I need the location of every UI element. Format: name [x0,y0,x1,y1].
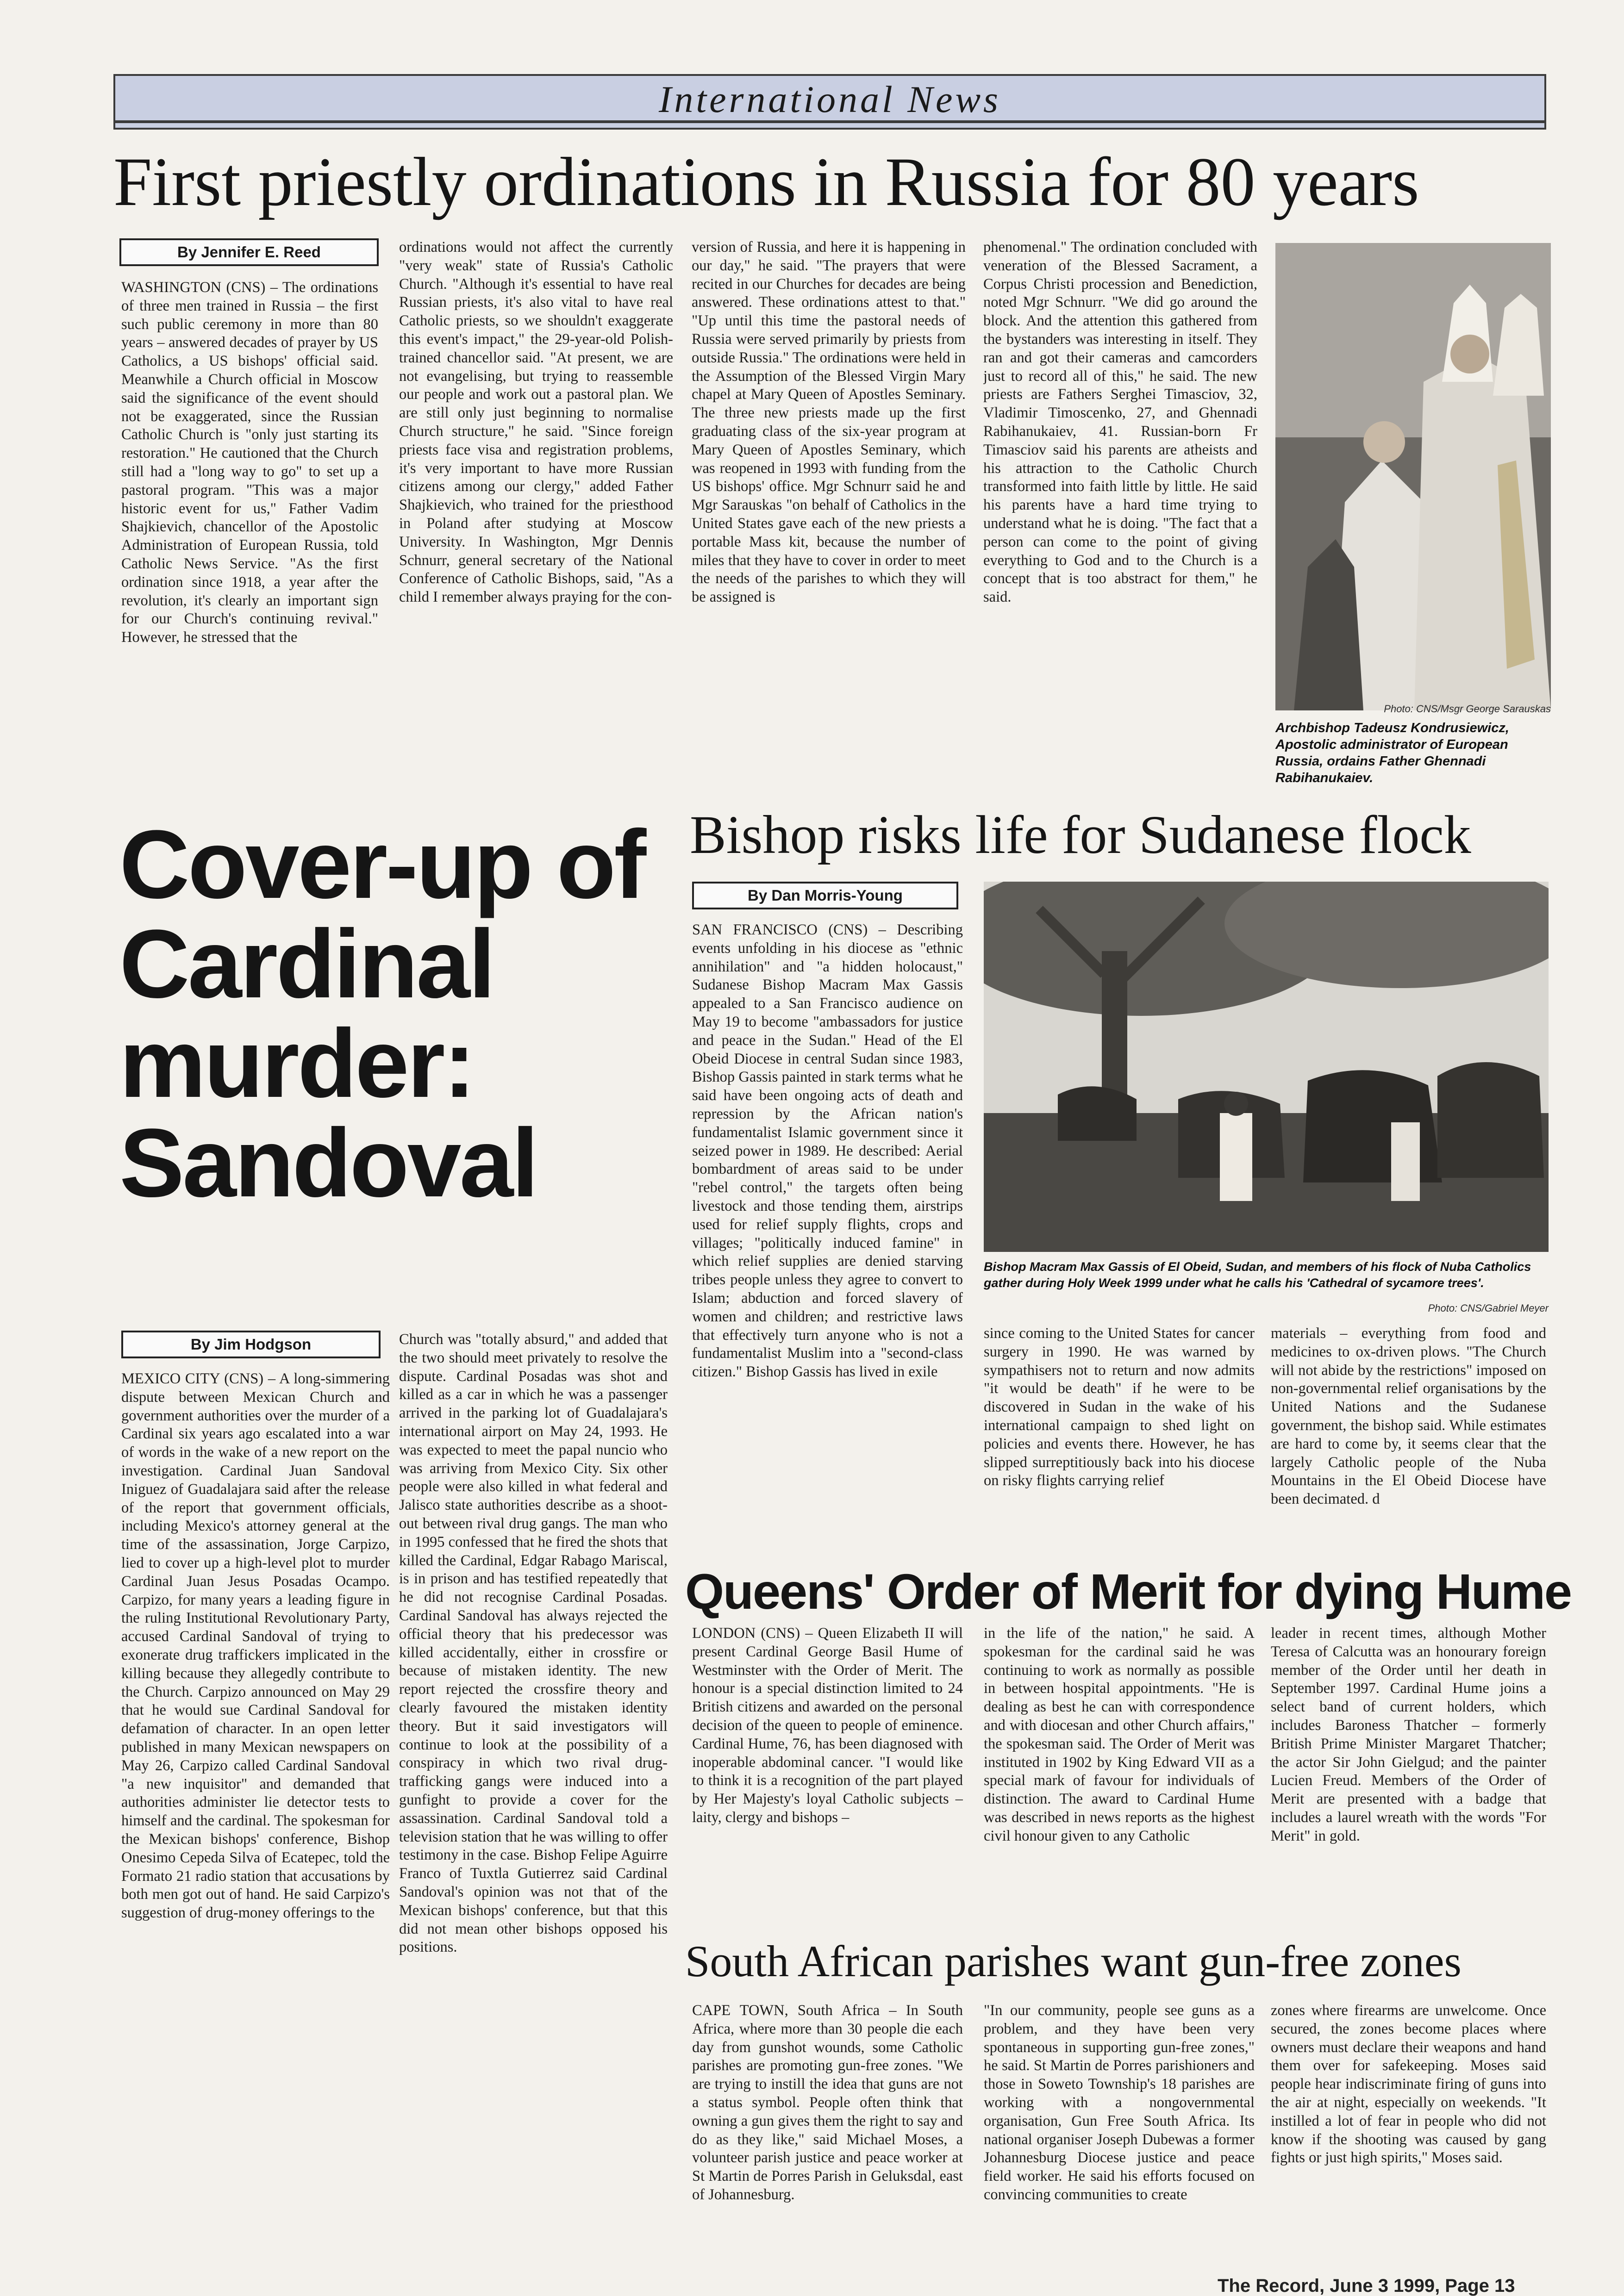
story1-column-2: ordinations would not affect the currently "very weak" state of Russia's Catholic Church. "Although it's essential to have real Russian priests, it's also vital to have real Catholic priests, so we shouldn't exaggerate this event's impact," the 29-year-old Polish-trained chancellor said. "At present, we are not evangelising, but trying to reassemble our people and work out a pastoral plan. We are still only just beginning to normalise Church structure," he said. "Since foreign priests face visa and registration problems, it's very important to have more Russian citizens among our clergy," added Father Shajkievich, who trained for the priesthood in Poland after studying at Moscow University. In Washington, Mgr Dennis Schnurr, general secretary of the National Conference of Catholic Bishops, said, "As a child I remember always praying for the con- [399,239,673,606]
sudan-photo [984,882,1549,1252]
story3-headline: Bishop risks life for Sudanese flock [690,804,1471,865]
page-footer: The Record, June 3 1999, Page 13 [1218,2276,1515,2296]
story1-column-3: version of Russia, and here it is happening in our day," he said. "The prayers that were recited in our Churches for decades are being answered. These ordinations attest to that." "Up until this time the pastoral needs of Russia were served primarily by priests from outside Russia." The ordinations were held in the Assumption of the Blessed Virgin Mary chapel at Mary Queen of Apostles Seminary. The three new priests made up the first graduating class of the six-year program at Mary Queen of Apostles Seminary, which was reopened in 1993 with funding from the US bishops' office. Mgr Schnurr said he and Mgr Sarauskas "on behalf of Catholics in the United States gave each of the new priests a portable Mass kit, because the number of miles that they have to cover in order to meet the needs of the parishes to which they will be assigned is [692,239,966,606]
story3-byline: By Dan Morris-Young [692,882,958,909]
story4-column-3: leader in recent times, although Mother Teresa of Calcutta was an honourary foreign member of the Order until her death in September 1997. Cardinal Hume joins a select band of current holders, which includes Baroness Thatcher – formerly British Prime Minister Margaret Thatcher; the actor Sir John Gielgud; and the painter Lucien Freud. Members of the Order of Merit are presented with a badge that includes a laurel wreath with the words "For Merit" in gold. [1271,1625,1546,1844]
story2-byline: By Jim Hodgson [121,1331,381,1358]
story3-column-2: since coming to the United States for cancer surgery in 1990. He was warned by sympathisers not to return and now admits "it would be death" if he were to be discovered in Sudan in the wake of his international campaign to shed light on policies and events there. However, he has slipped surreptitiously back into his diocese on risky flights carrying relief [984,1325,1255,1489]
story5-column-2: "In our community, people see guns as a problem, and they have been very spontaneous in supporting gun-free zones," he said. St Martin de Porres parishioners and those in Soweto Township's 18 parishes are working with a nongovernmental organisation, Gun Free South Africa. Its national organiser Joseph Dubewas a former Johannesburg Diocese justice and peace field worker. He said his efforts focused on convincing communities to create [984,2002,1255,2203]
story3-column-3: materials – everything from food and medicines to ox-driven plows. "The Church will not abide by the restrictions" imposed on non-governmental relief organisations by the United Nations and the Sudanese government, the bishop said. While estimates are hard to come by, it seems clear that the largely Catholic people of the Nuba Mountains in the El Obeid Diocese have been decimated. d [1271,1325,1546,1508]
story4-column-1: LONDON (CNS) – Queen Elizabeth II will present Cardinal George Basil Hume of Westminster with the Order of Merit. The honour is a special distinction limited to 24 British citizens and awarded on the personal decision of the queen to people of eminence. Cardinal Hume, 76, has been diagnosed with inoperable abdominal cancer. "I would like to think it is a recognition of the part played by Her Majesty's loyal Catholic subjects – laity, clergy and bishops – [692,1625,963,1826]
ordination-photo-image [1275,243,1551,710]
section-title: International News [659,78,1001,120]
ordination-photo [1275,243,1551,710]
story2-column-2: Church was "totally absurd," and added that the two should meet privately to resolve the dispute. Cardinal Posadas was shot and killed as a car in which he was a passenger arrived in the parking lot of Guadalajara's international airport on May 24, 1993. He was expected to meet the papal nuncio who was arriving from Mexico City. Six other people were also killed in what federal and Jalisco state authorities describe as a shoot-out between rival drug gangs. The man who in 1995 confessed that he fired the shots that killed the Cardinal, Edgar Rabago Mariscal, is in prison and has testified repeatedly that he did not recognise Cardinal Posadas. Cardinal Sandoval has always rejected the official theory that his predecessor was killed accidentally, either in crossfire or because of mistaken identity. The new report rejected the crossfire theory and clearly favoured the mistaken identity theory. But it said investigators will continue to look at the possibility of a conspiracy in which two rival drug-trafficking gangs were induced into a gunfight to provide a cover for the assassination. Cardinal Sandoval told a television station that he was willing to offer testimony in the case. Bishop Felipe Aguirre Franco of Tuxtla Gutierrez said Cardinal Sandoval's opinion was not that of the Mexican bishops' conference, but that this did not mean other bishops opposed his positions. [399,1331,668,1956]
story2-headline: Cover-up of Cardinal murder: Sandoval [119,810,645,1217]
story1-photo-credit: Photo: CNS/Msgr George Sarauskas [1384,703,1551,715]
story4-headline: Queens' Order of Merit for dying Hume [685,1563,1571,1619]
story5-column-1: CAPE TOWN, South Africa – In South Africa, where more than 30 people die each day from gunshot wounds, some Catholic parishes are promoting gun-free zones. "We are trying to instill the idea that guns are not a status symbol. People often think that owning a gun gives them the right to say and do as they like," said Michael Moses, a volunteer parish justice and peace worker at St Martin de Porres Parish in Geluksdal, east of Johannesburg. [692,2002,963,2203]
story1-photo-caption: Archbishop Tadeusz Kondrusiewicz, Apostolic administrator of European Russia, ordains Father Ghennadi Rabihanukaiev. [1275,721,1509,785]
story4-column-2: in the life of the nation," he said. A spokesman for the cardinal said he was continuing to work as normally as possible in between hospital appointments. "He is dealing as best he can with correspondence and with diocesan and other Church affairs," the spokesman said. The Order of Merit was instituted in 1902 by King Edward VII as a special mark of favour for individuals of distinction. The award to Cardinal Hume was described in news reports as the highest civil honour given to any Catholic [984,1625,1255,1844]
story1-column-1: WASHINGTON (CNS) – The ordinations of three men trained in Russia – the first such public ceremony in more than 80 years – answered decades of prayer by US Catholics, a US bishops' official said. Meanwhile a Church official in Moscow said the significance of the event should not be exaggerated, since the Russian Catholic Church is "only just starting its restoration." He cautioned that the Church still had a "long way to go" to set up a pastoral program. "This was a major historic event for us," Father Vadim Shajkievich, chancellor of the Apostolic Administration of European Russia, told Catholic News Service. "As the first ordination since 1918, a year after the revolution, it's clearly an important sign for our Church's continuing revival." However, he stressed that the [121,279,378,646]
story5-headline: South African parishes want gun-free zones [685,1936,1462,1986]
story1-headline: First priestly ordinations in Russia for 80 years [113,143,1419,220]
story5-column-3: zones where firearms are unwelcome. Once secured, the zones become places where owners must declare their weapons and hand them over for safekeeping. Moses said people hear indiscriminate firing of guns into the air at night, especially on weekends. "It instilled a lot of fear in people who did not know if the shooting was caused by gang fights or just high spirits," Moses said. [1271,2002,1546,2166]
story3-photo-caption: Bishop Macram Max Gassis of El Obeid, Sudan, and members of his flock of Nuba Catholics gather during Holy Week 1999 under what he calls his 'Cathedral of sycamore trees'. [984,1260,1531,1290]
story3-photo-credit: Photo: CNS/Gabriel Meyer [1428,1302,1549,1314]
sudan-photo-image [984,882,1549,1252]
story1-column-4: phenomenal." The ordination concluded with veneration of the Blessed Sacrament, a Corpus Christi procession and Benediction, noted Mgr Schnurr. "We did go around the block. And the attention this gathered from the bystanders was interesting in itself. They ran and got their cameras and camcorders just to record all of this," he said. The new priests are Fathers Serghei Timasciov, 32, Vladimir Timoscenko, 27, and Ghennadi Rabihanukaiev, 41. Russian-born Fr Timasciov said his parents are atheists and his attraction to the Catholic Church transformed into faith little by little. He said his parents have a hard time trying to understand what he is doing. "The fact that a person can come to the point of giving everything to God and to the Church is a concept that is too abstract for them," he said. [983,239,1257,606]
story3-column-1: SAN FRANCISCO (CNS) – Describing events unfolding in his diocese as "ethnic annihilation" and "a hidden holocaust," Sudanese Bishop Macram Max Gassis appealed to a San Francisco audience on May 19 to become "ambassadors for justice and peace in the Sudan." Head of the El Obeid Diocese in central Sudan since 1983, Bishop Gassis painted in stark terms what he said have been ongoing acts of death and repression by the African nation's fundamentalist Islamic government since it seized power in 1989. He described: Aerial bombardment of areas said to be under "rebel control," the targets often being livestock and those tending them, airstrips used for relief supply flights, crops and villages; "politically induced famine" in which relief supplies are denied starving tribes people unless they agree to convert to Islam; abduction and forced slavery of women and children; and restrictive laws that effectively turn anyone who is not a fundamentalist Muslim into a "second-class citizen." Bishop Gassis has lived in exile [692,921,963,1381]
story2-column-1: MEXICO CITY (CNS) – A long-simmering dispute between Mexican Church and government authorities over the murder of a Cardinal six years ago escalated into a war of words in the wake of a new report on the investigation. Cardinal Juan Sandoval Iniguez of Guadalajara said after the release of the report that government officials, including Mexico's attorney general at the time of the assassination, Jorge Carpizo, lied to cover up a high-level plot to murder Cardinal Juan Jesus Posadas Ocampo. Carpizo, for many years a leading figure in the ruling Institutional Revolutionary Party, accused Cardinal Sandoval of trying to exonerate drug traffickers implicated in the killing because they allegedly contribute to the Church. Carpizo announced on May 29 that he would sue Cardinal Sandoval for defamation of character. In an open letter published in many Mexican newspapers on May 26, Carpizo called Cardinal Sandoval "a new inquisitor" and demanded that authorities administer lie detector tests to himself and the cardinal. The spokesman for the Mexican bishops' conference, Bishop Onesimo Cepeda Silva of Ecatepec, told the Formato 21 radio station that accusations by both men got out of hand. He said Carpizo's suggestion of drug-money offerings to the [121,1370,390,1922]
story1-byline: By Jennifer E. Reed [119,238,379,266]
